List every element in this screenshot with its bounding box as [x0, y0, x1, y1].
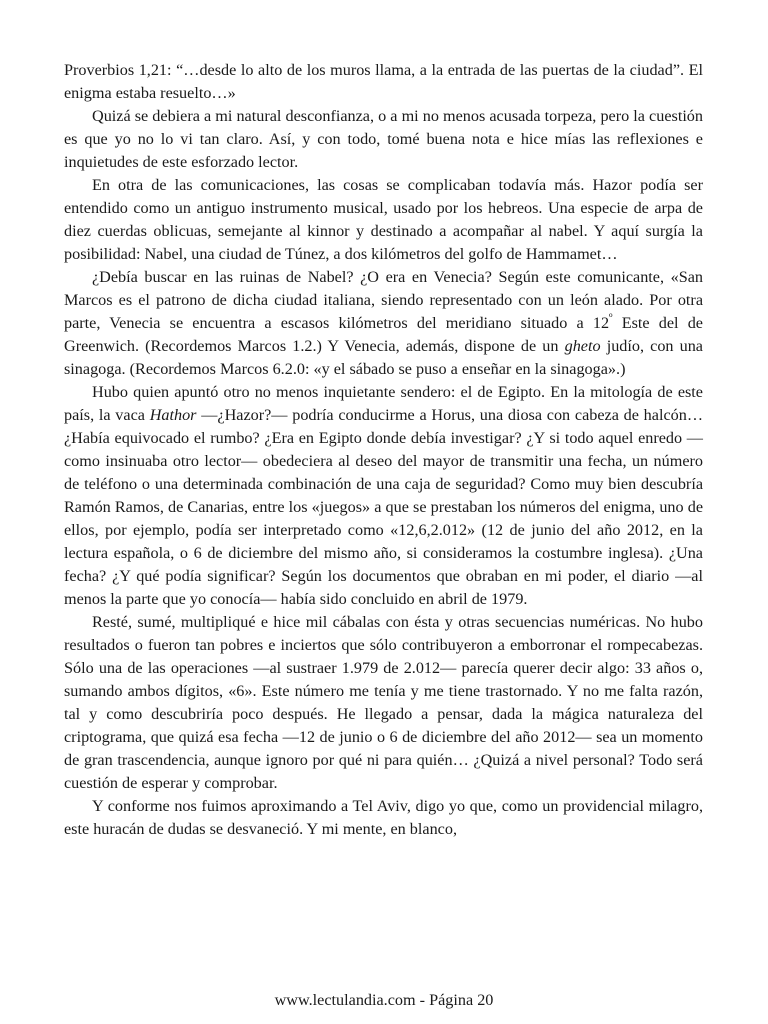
italic-term-hathor: Hathor [149, 406, 197, 424]
document-body [64, 59, 703, 841]
paragraph-6: Resté, sumé, multipliqué e hice mil cábalas con ésta y otras secuencias numéricas. No hubo resultados o fueron tan pobres e inciertos que sólo contribuyeron a emborronar el rompecabezas. Sólo una de las operaciones —al sustraer 1.979 de 2.012— parecía querer decir algo: 33 años o, sumando ambos dígitos, «6». Este número me tenía y me tiene trastornado. Y no me falta razón, tal y como descubriría poco después. He llegado a pensar, dada la mágica naturaleza del criptograma, que quizá esa fecha —12 de junio o 6 de diciembre del año 2012— sea un momento de gran trascendencia, aunque ignoro por qué ni para quién… ¿Quizá a nivel personal? Todo será cuestión de esperar y comprobar. [64, 613, 703, 792]
paragraph-7: Y conforme nos fuimos aproximando a Tel Aviv, digo yo que, como un providencial milagro, este huracán de dudas se desvaneció. Y mi mente, en blanco, [64, 797, 703, 838]
degree-superscript: º [609, 312, 613, 325]
paragraph-5: Hubo quien apuntó otro no menos inquietante sendero: el de Egipto. En la mitología de este país, la vaca Hathor —¿Hazor?— podría conducirme a Horus, una diosa con cabeza de halcón… ¿Había equivocado el rumbo? ¿Era en Egipto donde debía investigar? ¿Y si todo aquel enredo —como insinuaba otro lector— obedeciera al deseo del mayor de transmitir una fecha, un número de teléfono o una determinada combinación de una caja de seguridad? Como muy bien descubría Ramón Ramos, de Canarias, entre los «juegos» a que se prestaban los números del enigma, uno de ellos, por ejemplo, podía ser interpretado como «12,6,2.012» (12 de junio del año 2012, en la lectura española, o 6 de diciembre del mismo año, si consideramos la costumbre inglesa). ¿Una fecha? ¿Y qué podía significar? Según los documentos que obraban en mi poder, el diario —al menos la parte que yo conocía— había sido concluido en abril de 1979. [64, 383, 704, 608]
paragraph-2: Quizá se debiera a mi natural desconfianza, o a mi no menos acusada torpeza, pero la cuestión es que yo no lo vi tan claro. Así, y con todo, tomé buena nota e hice mías las reflexiones e inquietudes de este esforzado lector. [64, 107, 703, 171]
italic-term-gheto: gheto [564, 337, 601, 355]
paragraph-1: Proverbios 1,21: “…desde lo alto de los muros llama, a la entrada de las puertas de la ciudad”. El enigma estaba resuelto…» [64, 61, 703, 102]
paragraph-4: ¿Debía buscar en las ruinas de Nabel? ¿O era en Venecia? Según este comunicante, «San Marcos es el patrono de dicha ciudad italiana, siendo representado con un león alado. Por otra parte, Venecia se encuentra a escasos kilómetros del meridiano situado a $12^º$ Este del de Greenwich. (Recordemos Marcos 1.2.) Y Venecia, además, dispone de un gheto judío, con una sinagoga. (Recordemos Marcos 6.2.0: «y el sábado se puso a enseñar en la sinagoga».) [64, 268, 703, 378]
page-footer: www.lectulandia.com - Página 20 [274, 991, 494, 1009]
paragraph-3: En otra de las comunicaciones, las cosas se complicaban todavía más. Hazor podía ser entendido como un antiguo instrumento musical, usado por los hebreos. Una especie de arpa de diez cuerdas oblicuas, semejante al kinnor y destinado a acompañar al nabel. Y aquí surgía la posibilidad: Nabel, una ciudad de Túnez, a dos kilómetros del golfo de Hammamet… [64, 176, 703, 263]
